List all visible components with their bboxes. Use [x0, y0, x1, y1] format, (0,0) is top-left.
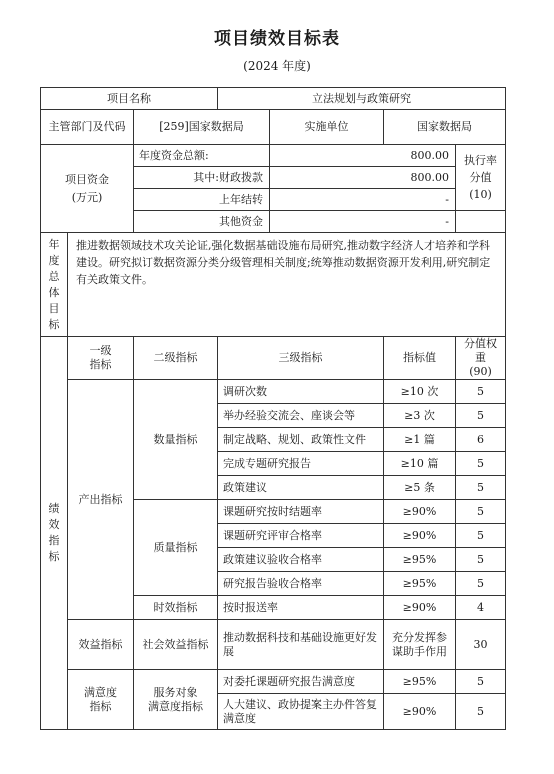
header-value: 指标值 — [384, 337, 456, 380]
annual-goals-label: 年 度 总 体 目 标 — [41, 233, 68, 337]
funds-fiscal-value: 800.00 — [270, 167, 456, 189]
indicator-value: ≥90% — [384, 596, 456, 620]
indicator-score: 4 — [456, 596, 506, 620]
indicator-value: 充分发挥参谋助手作用 — [384, 620, 456, 670]
funds-fiscal-label: 其中:财政拨款 — [134, 167, 270, 189]
funds-other-label: 其他资金 — [134, 211, 270, 233]
indicator-name: 调研次数 — [218, 380, 384, 404]
quantity-indicators-label: 数量指标 — [134, 380, 218, 500]
header-level1: 一级 指标 — [68, 337, 134, 380]
indicator-score: 5 — [456, 548, 506, 572]
department-value: [259]国家数据局 — [134, 110, 270, 145]
indicator-value: ≥10 篇 — [384, 452, 456, 476]
indicator-name: 制定战略、规划、政策性文件 — [218, 428, 384, 452]
department-label: 主管部门及代码 — [41, 110, 134, 145]
indicator-score: 30 — [456, 620, 506, 670]
page-title: 项目绩效目标表 — [214, 29, 340, 49]
header-weight: 分值权 重 (90) — [456, 337, 506, 380]
indicator-score: 5 — [456, 572, 506, 596]
indicators-section-label: 绩 效 指 标 — [41, 337, 68, 730]
indicator-name: 课题研究评审合格率 — [218, 524, 384, 548]
execution-rate-label: 执行率 分值 (10) — [456, 145, 506, 211]
social-benefit-label: 社会效益指标 — [134, 620, 218, 670]
indicator-score: 5 — [456, 452, 506, 476]
row-funds-total — [41, 145, 506, 167]
implementer-value: 国家数据局 — [384, 110, 506, 145]
satisfaction-indicators-label: 满意度 指标 — [68, 670, 134, 730]
quality-indicators-label: 质量指标 — [134, 500, 218, 596]
timeliness-indicators-label: 时效指标 — [134, 596, 218, 620]
funds-carry-value: - — [270, 189, 456, 211]
indicator-name: 政策建议验收合格率 — [218, 548, 384, 572]
indicator-name: 推动数据科技和基础设施更好发展 — [218, 620, 384, 670]
indicator-value: ≥5 条 — [384, 476, 456, 500]
indicator-name: 研究报告验收合格率 — [218, 572, 384, 596]
indicator-score: 5 — [456, 476, 506, 500]
header-level3: 三级指标 — [218, 337, 384, 380]
indicator-value: ≥90% — [384, 500, 456, 524]
project-name-label: 项目名称 — [41, 88, 218, 110]
indicator-name: 人大建议、政协提案主办件答复满意度 — [218, 694, 384, 730]
funds-label: 项目资金 (万元) — [41, 145, 134, 233]
header-level2: 二级指标 — [134, 337, 218, 380]
annual-goals-text: 推进数据领域技术攻关论证,强化数据基础设施布局研究,推动数字经济人才培养和学科建设。研究拟订数据资源分类分级管理相关制度;统筹推动数据资源开发利用,研究制定有关政策文件。 — [68, 233, 506, 337]
row-project-name — [41, 88, 506, 110]
performance-table — [40, 87, 506, 730]
output-indicators-label: 产出指标 — [68, 380, 134, 620]
project-name-value: 立法规划与政策研究 — [218, 88, 506, 110]
indicator-name: 按时报送率 — [218, 596, 384, 620]
table-row — [41, 620, 506, 670]
indicator-name: 政策建议 — [218, 476, 384, 500]
indicator-score: 5 — [456, 380, 506, 404]
indicator-value: ≥90% — [384, 694, 456, 730]
indicator-score: 5 — [456, 694, 506, 730]
indicator-name: 课题研究按时结题率 — [218, 500, 384, 524]
implementer-label: 实施单位 — [270, 110, 384, 145]
row-indicator-headers — [41, 337, 506, 380]
table-row — [41, 380, 506, 404]
indicator-name: 举办经验交流会、座谈会等 — [218, 404, 384, 428]
funds-total-value: 800.00 — [270, 145, 456, 167]
indicator-value: ≥95% — [384, 670, 456, 694]
indicator-value: ≥3 次 — [384, 404, 456, 428]
service-satisfaction-label: 服务对象 满意度指标 — [134, 670, 218, 730]
indicator-name: 完成专题研究报告 — [218, 452, 384, 476]
funds-other-blank — [456, 211, 506, 233]
indicator-score: 5 — [456, 404, 506, 428]
indicator-value: ≥95% — [384, 572, 456, 596]
page-year: (2024 年度) — [243, 59, 311, 73]
indicator-value: ≥90% — [384, 524, 456, 548]
funds-carry-label: 上年结转 — [134, 189, 270, 211]
indicator-score: 5 — [456, 670, 506, 694]
benefit-indicators-label: 效益指标 — [68, 620, 134, 670]
indicator-value: ≥10 次 — [384, 380, 456, 404]
indicator-score: 5 — [456, 524, 506, 548]
row-department — [41, 110, 506, 145]
indicator-score: 5 — [456, 500, 506, 524]
funds-other-value: - — [270, 211, 456, 233]
funds-total-label: 年度资金总额: — [134, 145, 270, 167]
row-annual-goals — [41, 233, 506, 337]
indicator-value: ≥95% — [384, 548, 456, 572]
table-row — [41, 670, 506, 694]
indicator-name: 对委托课题研究报告满意度 — [218, 670, 384, 694]
indicator-value: ≥1 篇 — [384, 428, 456, 452]
indicator-score: 6 — [456, 428, 506, 452]
